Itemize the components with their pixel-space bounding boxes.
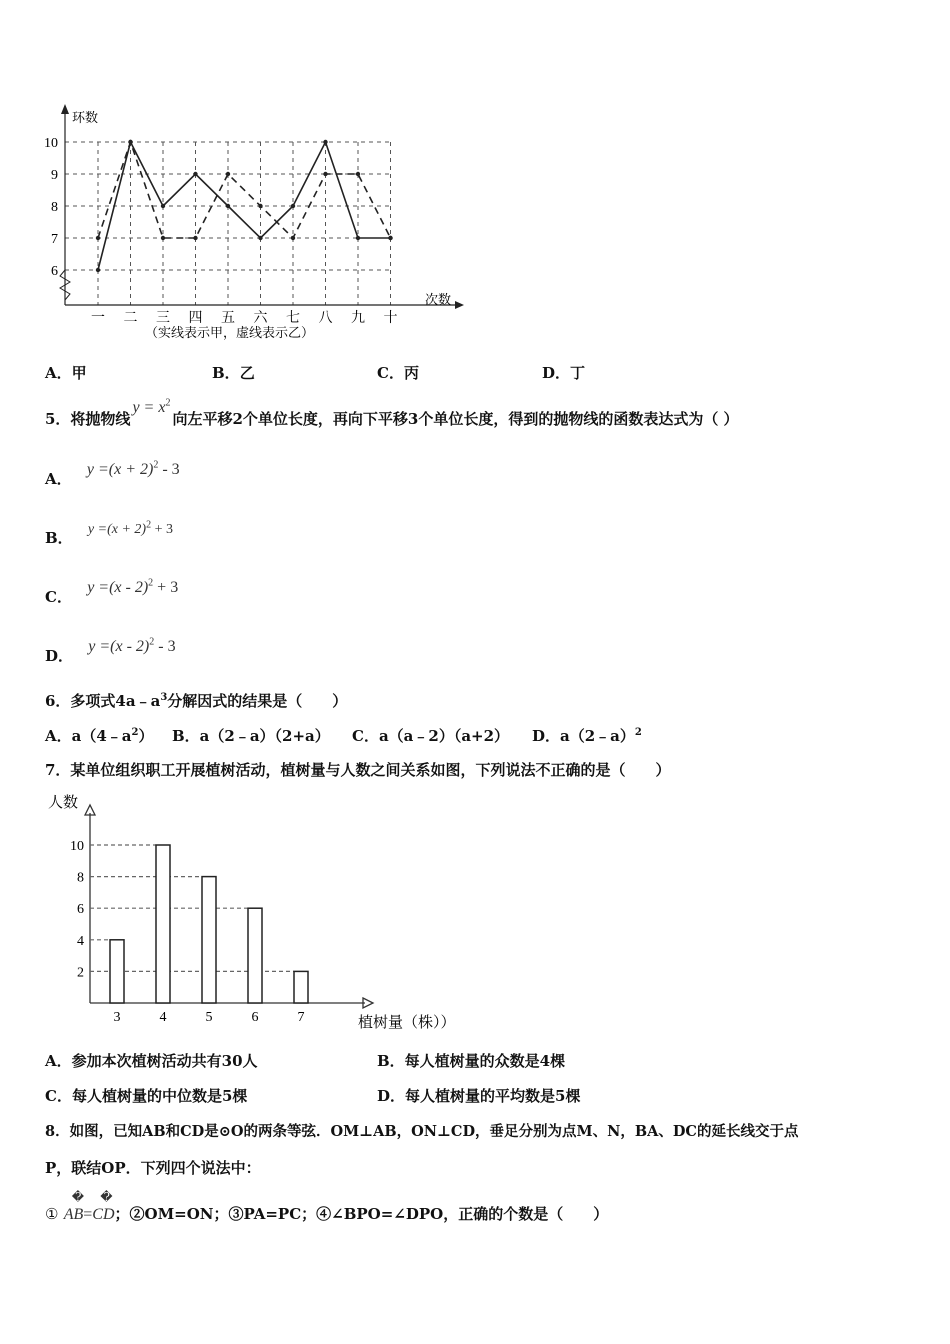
q8-stem-line1: 8．如图，已知AB和CD是⊙O的两条等弦．OM⊥AB，ON⊥CD，垂足分别为点M、N，BA、DC的延长线交于点 — [45, 1123, 799, 1140]
line-chart-xtick: 五 — [221, 310, 235, 326]
line-chart-ytick: 9 — [51, 168, 58, 183]
line-series-乙 — [98, 142, 391, 238]
bar-chart-ylabel: 人数 — [48, 793, 79, 811]
q5-formula: $y = x^2$ — [132, 397, 171, 416]
line-point-甲 — [356, 236, 360, 240]
q5-option-b[interactable]: B． $y =(x + 2)^2 + 3$ — [45, 519, 173, 547]
q8-statements: ① � AB= � CD；②OM=ON；③PA=PC；④∠BPO=∠DPO，正确的个数是（ ） — [45, 1190, 609, 1223]
line-point-乙 — [226, 172, 230, 176]
line-point-甲 — [96, 268, 100, 272]
line-chart-ytick: 7 — [51, 232, 58, 247]
q7-stem: 7．某单位组织职工开展植树活动，植树量与人数之间关系如图，下列说法不正确的是（ ） — [45, 761, 671, 779]
bar-chart-xtick: 3 — [113, 1010, 121, 1025]
q7-option-a[interactable]: A．参加本次植树活动共有30人 — [45, 1052, 258, 1070]
line-point-乙 — [291, 236, 295, 240]
line-point-乙 — [96, 236, 100, 240]
line-point-乙 — [258, 204, 262, 208]
bar-5 — [202, 877, 216, 1003]
bar-chart-ytick: 8 — [77, 870, 84, 886]
q7-option-b[interactable]: B．每人植树量的众数是4棵 — [377, 1052, 566, 1070]
bar-4 — [156, 845, 170, 1003]
line-chart-xtick: 四 — [188, 310, 203, 326]
q6-option-d[interactable]: D．a（2﹣a）$^2$ — [532, 727, 642, 745]
line-chart-ytick: 8 — [51, 200, 58, 215]
bar-chart-ytick: 2 — [77, 965, 84, 981]
q4-option-b[interactable]: B．乙 — [212, 364, 255, 382]
bar-chart-xlabel: 植树量（株）） — [358, 1013, 456, 1031]
line-point-甲 — [323, 140, 327, 144]
line-point-乙 — [323, 172, 327, 176]
line-point-乙 — [193, 236, 197, 240]
q6-stem: 6．多项式$4a﹣a^3$分解因式的结果是（ ） — [45, 692, 348, 710]
line-point-甲 — [226, 204, 230, 208]
line-chart-xtick: 九 — [351, 310, 365, 326]
bar-chart-xtick: 7 — [297, 1010, 305, 1025]
line-point-乙 — [161, 236, 165, 240]
line-chart-ylabel: 环数 — [72, 111, 99, 126]
q6-option-a[interactable]: A．$a(4﹣a^2)$ — [45, 727, 154, 745]
line-point-乙 — [388, 236, 392, 240]
q4-option-a[interactable]: A．甲 — [45, 364, 87, 382]
line-point-甲 — [193, 172, 197, 176]
line-chart-xtick: 三 — [156, 310, 170, 326]
bar-7 — [294, 971, 308, 1003]
line-chart-xtick: 八 — [318, 310, 333, 326]
line-chart-xlabel: 次数 — [425, 293, 452, 308]
bar-6 — [248, 908, 262, 1003]
bar-chart-ytick: 10 — [70, 839, 84, 854]
q5-option-a[interactable]: A． $y =(x + 2)^2 - 3$ — [45, 459, 180, 488]
line-chart-ytick: 10 — [44, 136, 58, 151]
line-chart-ytick: 6 — [51, 264, 58, 279]
line-chart-xtick: 七 — [286, 310, 300, 326]
q6-option-b[interactable]: B．a（2﹣a）（2+a） — [172, 727, 330, 745]
q7-option-d[interactable]: D．每人植树量的平均数是5棵 — [377, 1087, 581, 1105]
line-point-乙 — [128, 140, 132, 144]
line-point-乙 — [356, 172, 360, 176]
bar-chart-xtick: 5 — [205, 1010, 213, 1025]
line-point-甲 — [291, 204, 295, 208]
shooting-line-chart — [40, 100, 470, 345]
line-chart-xtick: 六 — [253, 310, 268, 326]
q7-option-c[interactable]: C．每人植树量的中位数是5棵 — [45, 1087, 248, 1105]
line-point-甲 — [161, 204, 165, 208]
bar-chart-ytick: 4 — [77, 933, 84, 949]
arc-ab: � AB — [63, 1190, 84, 1223]
q5-option-c[interactable]: C． y =(x - 2)$^2$ + 3 — [45, 577, 179, 606]
line-chart-xtick: 一 — [91, 310, 105, 326]
tree-planting-bar-chart — [40, 785, 480, 1035]
line-chart-caption: （实线表示甲，虚线表示乙） — [145, 326, 315, 341]
q4-option-d[interactable]: D．丁 — [542, 364, 586, 382]
bar-3 — [110, 940, 124, 1003]
q8-stem-line2: P，联结OP．下列四个说法中： — [45, 1159, 261, 1177]
arc-cd: � CD — [92, 1190, 115, 1223]
line-chart-xtick: 二 — [123, 310, 138, 326]
q5-option-d[interactable]: D． y =(x - 2)$^2$ - 3 — [45, 636, 176, 665]
q4-option-c[interactable]: C．丙 — [377, 364, 419, 382]
line-chart-xtick: 十 — [383, 310, 398, 326]
bar-chart-ytick: 6 — [77, 902, 84, 918]
line-point-甲 — [258, 236, 262, 240]
bar-chart-xtick: 6 — [251, 1010, 259, 1025]
q6-option-c[interactable]: C．a（a﹣2）（a+2） — [352, 727, 510, 745]
q5-stem: 5．将抛物线$y = x^2$向左平移2个单位长度，再向下平移3个单位长度，得到的抛物线的函数表达式为（ ） — [45, 397, 739, 428]
bar-chart-xtick: 4 — [159, 1010, 167, 1025]
